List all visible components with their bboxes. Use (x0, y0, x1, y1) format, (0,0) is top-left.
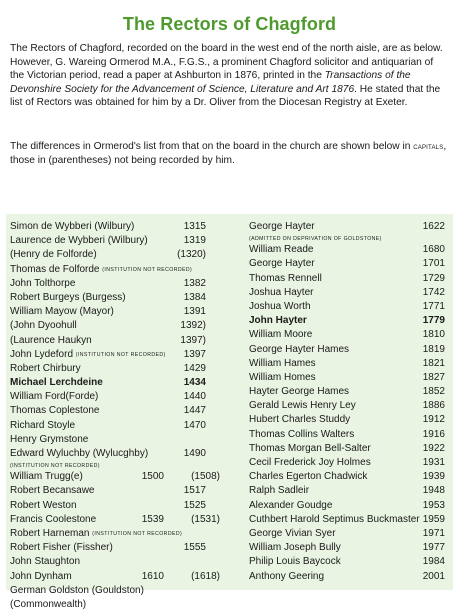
rector-name (249, 555, 341, 569)
rector-name-text: George Vivian Syer (249, 527, 336, 539)
rector-name-text: Ralph Sadleir (249, 485, 310, 497)
rector-year: 1440 (183, 391, 206, 403)
rector-name-text: John Tolthorpe (10, 277, 76, 289)
rector-year: (1320) (177, 249, 206, 261)
rector-row (249, 371, 449, 385)
rector-row (10, 319, 230, 333)
rector-year: 1922 (422, 442, 445, 454)
rector-name-text: Hayter George Hames (249, 386, 350, 398)
differences-text-1: The differences in Ormerod's list from that on the board in the church are shown below in (10, 141, 414, 152)
rector-name (10, 220, 134, 234)
rector-year: 1391 (183, 306, 206, 318)
rector-name (249, 243, 313, 257)
rector-name-text: Alexander Goudge (249, 499, 333, 511)
rector-name-text: Henry Grymstone (10, 433, 89, 445)
rector-name (10, 390, 98, 404)
rector-name (10, 484, 95, 498)
rector-name (249, 328, 312, 342)
rector-year: 1852 (422, 386, 445, 398)
rector-name (249, 385, 349, 399)
rector-year-alt: (1618) (191, 570, 220, 582)
rector-name-text: John Staughton (10, 556, 81, 568)
rector-name (10, 319, 77, 333)
rector-row (249, 456, 449, 470)
rectors-list-panel (6, 214, 453, 610)
rector-year: 1948 (422, 485, 445, 497)
rector-year: 1382 (183, 277, 206, 289)
rector-name (10, 513, 96, 527)
journal-title: Transactions of the Devonshire Society for the Advancement of Science, Literature and Art 1876 (10, 70, 411, 95)
rector-year: 1939 (422, 471, 445, 483)
rector-row (249, 328, 449, 342)
rector-year: 1931 (422, 457, 445, 468)
rector-year: 2001 (422, 570, 445, 582)
rector-row (249, 484, 449, 498)
rector-name (10, 470, 83, 484)
rector-name-text: Thomas de Folforde (10, 263, 100, 275)
rector-name-text: Robert Fisher (Fissher) (10, 542, 113, 554)
rector-row (249, 314, 449, 328)
rector-year: 1701 (422, 258, 445, 270)
rector-row (10, 362, 230, 376)
rector-year: 1397) (180, 334, 206, 346)
rector-year: 1971 (422, 527, 445, 539)
rector-year: 1525 (183, 499, 206, 511)
rector-note (249, 234, 449, 243)
rector-row (10, 291, 230, 305)
rector-row (10, 419, 230, 433)
rector-row (249, 470, 449, 484)
rector-row (10, 248, 230, 262)
rector-name (10, 234, 148, 248)
rector-name-text: Gerald Lewis Henry Ley (249, 400, 356, 412)
rector-year: 1319 (183, 235, 206, 247)
rector-name (10, 334, 92, 348)
rector-row (249, 357, 449, 371)
rector-name-text: John Dynham (10, 570, 72, 582)
rector-name-text: Cecil Frederick Joy Holmes (249, 457, 371, 468)
rector-name-text: Francis Coolestone (10, 513, 97, 525)
rector-row (10, 277, 230, 291)
rector-year: 1771 (422, 300, 445, 312)
rector-year: 1916 (422, 428, 445, 440)
rector-year: 1384 (183, 291, 206, 303)
rectors-column-right (249, 220, 449, 584)
rector-year: 1827 (422, 371, 445, 383)
rector-row (249, 499, 449, 513)
rector-name-text: Thomas Coplestone (10, 405, 100, 417)
rector-year: 1680 (422, 244, 445, 256)
rector-name-text: William Joseph Bully (249, 542, 341, 554)
rector-name (10, 499, 77, 513)
rector-name-text: Edward Wyluchby (Wylucghby) (10, 448, 149, 459)
rector-name (249, 456, 371, 470)
rector-name (10, 248, 97, 262)
rector-row (249, 385, 449, 399)
rector-year: 1810 (422, 329, 445, 341)
rector-row (249, 272, 449, 286)
differences-paragraph (10, 140, 450, 167)
rector-row (249, 541, 449, 555)
rector-name-text: (Commonwealth) (10, 598, 87, 610)
rector-name (249, 286, 313, 300)
rector-name-text: George Hayter (249, 221, 315, 232)
rector-year: 1490 (183, 448, 206, 459)
rector-row (10, 470, 230, 484)
rector-name-text: Thomas Collins Walters (249, 428, 355, 440)
rector-year: 1742 (422, 286, 445, 298)
rector-name (249, 499, 332, 513)
rector-year: 1779 (422, 315, 445, 327)
rector-row (10, 404, 230, 418)
note-text: (INSTITUTION NOT RECORDED) (10, 463, 100, 470)
page-title: The Rectors of Chagford (122, 14, 337, 34)
rector-name-text: William Ford(Forde) (10, 391, 99, 403)
rector-row (10, 263, 230, 277)
rector-tag: (INSTITUTION NOT RECORDED) (92, 530, 183, 537)
rector-name-text: German Goldston (Gouldston) (10, 584, 144, 596)
rector-year-alt: (1531) (191, 513, 220, 525)
rector-name (249, 442, 371, 456)
rector-name-text: Joshua Hayter (249, 286, 314, 298)
rector-row (249, 399, 449, 413)
rector-name (10, 527, 182, 541)
rector-name-text: George Hayter (249, 258, 315, 270)
rector-name (249, 371, 316, 385)
rector-row (10, 305, 230, 319)
rectors-column-left (10, 220, 230, 612)
rector-name (249, 413, 350, 427)
rector-name (249, 300, 311, 314)
rector-name-text: George Hayter Hames (249, 343, 350, 355)
rector-tag: (INSTITUTION NOT RECORDED) (102, 266, 193, 273)
rector-year: 1397 (183, 348, 206, 360)
rector-name (249, 272, 322, 286)
rector-row (249, 442, 449, 456)
rector-row (10, 348, 230, 362)
rector-name-text: William Reade (249, 244, 314, 256)
rector-name-text: Hubert Charles Studdy (249, 414, 351, 426)
rector-name-text: Cuthbert Harold Septimus Buckmaster (249, 513, 420, 525)
rector-row (249, 243, 449, 257)
rector-row (249, 343, 449, 357)
rector-name (10, 376, 103, 390)
rector-name (249, 343, 349, 357)
rector-name (249, 513, 420, 527)
rector-name-text: William Homes (249, 371, 316, 383)
rector-row (10, 234, 230, 248)
rector-name-text: Anthony Geering (249, 570, 325, 582)
rector-name (249, 470, 367, 484)
rector-row (10, 499, 230, 513)
rector-year: 1470 (183, 419, 206, 431)
rector-row (249, 300, 449, 314)
rector-row (10, 484, 230, 498)
rector-name-text: Simon de Wybberi (Wilbury) (10, 221, 135, 232)
rector-name-text: Robert Harneman (10, 527, 90, 539)
rector-year: 1392) (180, 320, 206, 332)
rector-name (10, 277, 75, 291)
rector-row (249, 286, 449, 300)
rector-year: 1555 (183, 542, 206, 554)
rector-year: 1315 (183, 221, 206, 232)
rector-year: 1821 (422, 357, 445, 369)
note-text: (ADMITTED ON DEPRIVATION OF GOLDSTONE) (249, 236, 382, 243)
rector-year: 1977 (422, 542, 445, 554)
rector-name-text: William Hames (249, 357, 316, 369)
rector-row (10, 513, 230, 527)
rector-name (249, 399, 356, 413)
rector-year: 1984 (422, 556, 445, 568)
rector-name (10, 348, 166, 362)
rector-row (249, 555, 449, 569)
rector-name (10, 404, 100, 418)
intro-text-2: . He stated that the list of Rectors was obtained for him by a Dr. Oliver from the Diocesan Registry at Exeter. (10, 83, 441, 109)
rector-tag: (INSTITUTION NOT RECORDED) (75, 351, 166, 358)
rector-year: 1912 (422, 414, 445, 426)
rector-row (10, 390, 230, 404)
capitals-word: capitals (413, 141, 444, 151)
rector-row (10, 334, 230, 348)
rector-name (249, 527, 336, 541)
rector-name (10, 263, 192, 277)
rector-name (10, 362, 81, 376)
rector-name-text: Robert Weston (10, 499, 77, 511)
rector-name (249, 484, 309, 498)
rector-year: 1819 (422, 343, 445, 355)
rector-name-text: (Henry de Folforde) (10, 249, 97, 261)
rector-year: 1610 (141, 570, 164, 582)
rector-name-text: (Laurence Haukyn (10, 334, 92, 346)
rector-name (249, 570, 324, 584)
rector-name-text: John Lydeford (10, 348, 74, 360)
rector-name (10, 584, 144, 598)
rector-name (249, 314, 307, 328)
rector-name-text: John Hayter (249, 315, 307, 327)
rector-row (249, 570, 449, 584)
rector-name (10, 291, 126, 305)
rector-row (10, 584, 230, 598)
rector-year: 1447 (183, 405, 206, 417)
rector-name (10, 570, 72, 584)
rector-year: 1429 (183, 362, 206, 374)
rector-name-text: Robert Chirbury (10, 362, 81, 374)
rector-name-text: Thomas Rennell (249, 272, 322, 284)
rector-row (10, 220, 230, 234)
rector-name-text: William Moore (249, 329, 313, 341)
rector-year: 1539 (141, 513, 164, 525)
rector-year: 1886 (422, 400, 445, 412)
rector-row (10, 433, 230, 447)
rector-year: 1500 (141, 471, 164, 483)
intro-text-1: The Rectors of Chagford, recorded on the board in the west end of the north aisle, are as below. However, G. Wareing Ormerod M.A., F.G.S., a prominent Chagford solicitor and antiquarian of the Victorian period, read a paper at Ashburton in 1876, printed in the (10, 43, 443, 82)
rector-row (249, 413, 449, 427)
rector-name-text: Laurence de Wybberi (Wilbury) (10, 235, 148, 247)
differences-text-2: , those in (parentheses) not being recorded by him. (10, 141, 447, 166)
rector-name-text: Robert Becansawe (10, 485, 95, 497)
rector-name (10, 555, 80, 569)
rector-year: 1959 (422, 513, 445, 525)
rector-name-text: Robert Burgeys (Burgess) (10, 291, 126, 303)
rector-note (10, 461, 230, 470)
rector-year: 1434 (183, 377, 206, 389)
rector-row (10, 555, 230, 569)
rector-name-text: Philip Louis Baycock (249, 556, 341, 568)
rector-name (10, 419, 75, 433)
rector-year: 1729 (422, 272, 445, 284)
rector-row (10, 527, 230, 541)
rector-name-text: (John Dyoohull (10, 320, 77, 332)
intro-paragraph (10, 42, 450, 110)
rector-row (10, 376, 230, 390)
rector-year: 1517 (183, 485, 206, 497)
rector-name (249, 541, 341, 555)
rector-row (249, 257, 449, 271)
rector-year: 1953 (422, 499, 445, 511)
rector-name-text: Thomas Morgan Bell-Salter (249, 442, 371, 454)
rector-year: 1622 (422, 221, 445, 232)
rector-name-text: Joshua Worth (249, 300, 311, 312)
rector-name-text: Richard Stoyle (10, 419, 76, 431)
rector-row (249, 527, 449, 541)
rector-name (249, 357, 316, 371)
rector-name (249, 428, 354, 442)
rector-name (10, 305, 114, 319)
rector-name-text: William Trugg(e) (10, 471, 83, 483)
rector-year-alt: (1508) (191, 471, 220, 483)
rector-name (249, 257, 315, 271)
rector-name (10, 541, 113, 555)
rector-row (10, 541, 230, 555)
rector-name-text: Michael Lerchdeine (10, 377, 103, 389)
rector-row (249, 513, 449, 527)
rector-name-text: Charles Egerton Chadwick (249, 471, 368, 483)
rector-name-text: William Mayow (Mayor) (10, 306, 114, 318)
rector-name (10, 433, 88, 447)
rector-row (10, 570, 230, 584)
rector-row (249, 428, 449, 442)
